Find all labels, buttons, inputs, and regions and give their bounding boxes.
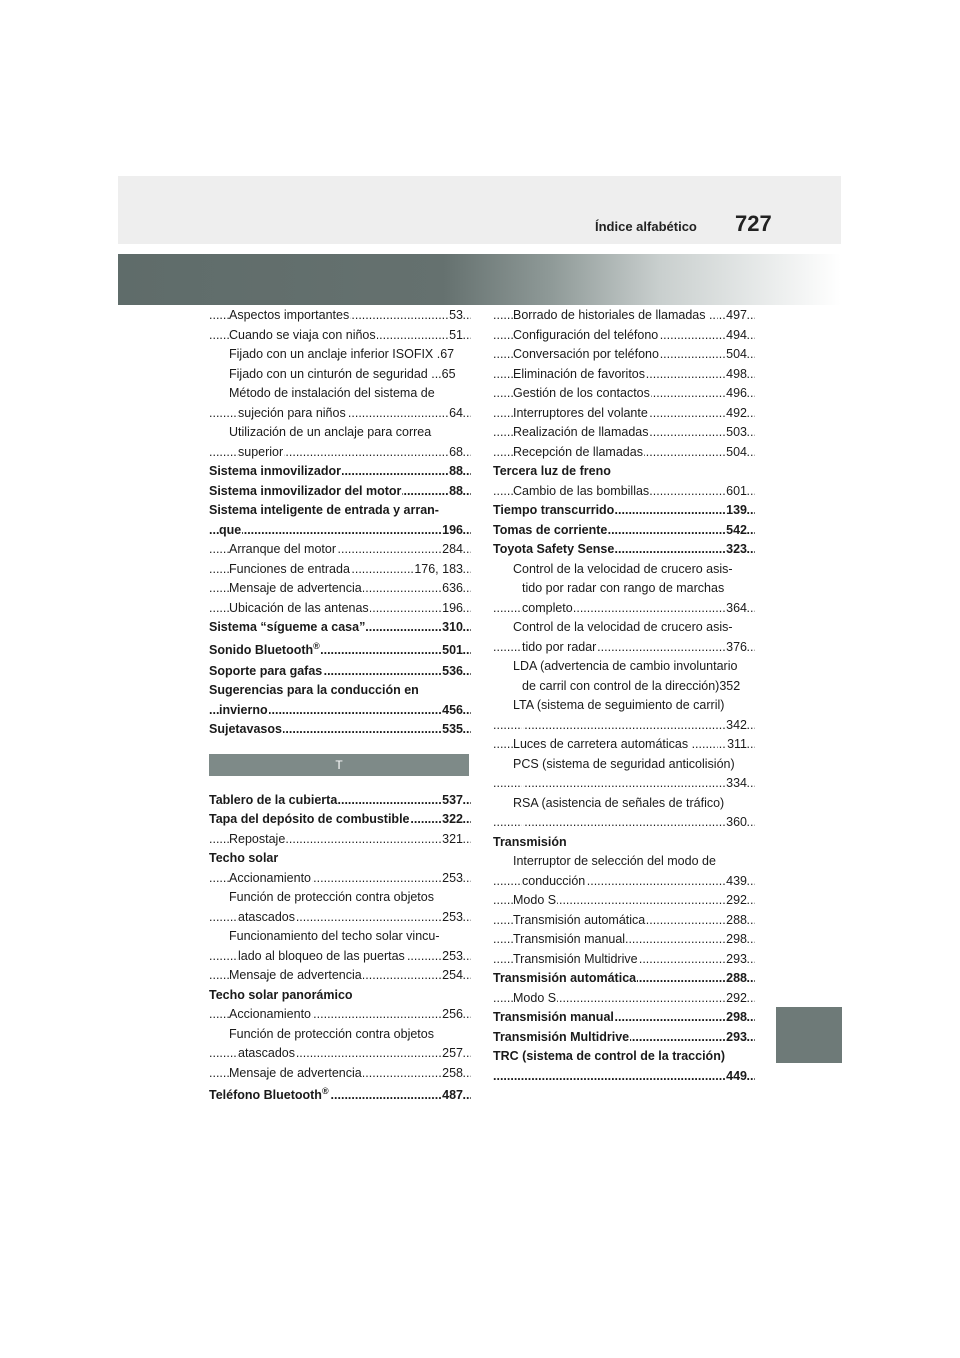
index-entry xyxy=(493,599,755,619)
index-entry-text xyxy=(522,718,523,732)
index-entry-page: 139 xyxy=(725,501,747,521)
index-entry-page: 535 xyxy=(441,720,463,740)
index-entry-text: Aspectos importantes xyxy=(229,308,350,322)
index-entry-text: Accionamiento xyxy=(229,870,311,885)
index-entry-page: 322 xyxy=(441,810,463,830)
index-entry xyxy=(209,986,471,1006)
index-entry-page: 51 xyxy=(448,326,463,346)
index-entry-text: Función de protección contra objetos xyxy=(229,1026,434,1041)
index-entry-text: Sujetavasos xyxy=(209,722,282,736)
index-entry-text: Control de la velocidad de crucero asis- xyxy=(513,620,733,634)
index-entry-page: 498 xyxy=(725,365,747,385)
index-entry-text xyxy=(522,815,523,829)
index-entry xyxy=(209,681,471,701)
index-entry-text: Arranque del motor xyxy=(229,542,337,556)
index-entry xyxy=(209,599,471,619)
index-entry-text: Cambio de las bombillas xyxy=(513,483,650,498)
index-entry xyxy=(209,1064,471,1084)
index-entry-page: 298 xyxy=(725,1008,747,1028)
index-entry xyxy=(493,521,755,541)
header-band xyxy=(118,176,841,244)
index-entry-text: Conversación por teléfono xyxy=(513,347,659,361)
index-column-left xyxy=(209,306,471,1107)
index-entry-page: 323 xyxy=(725,540,747,560)
index-entry-text: Transmisión Multidrive xyxy=(493,1029,630,1044)
index-entry xyxy=(209,810,471,830)
index-entry-text: superior xyxy=(238,444,284,459)
index-entry xyxy=(493,833,755,853)
index-entry-page: 68 xyxy=(448,443,463,463)
index-entry-page: 64 xyxy=(448,404,463,424)
index-entry xyxy=(493,716,755,736)
index-entry-text: Configuración del teléfono xyxy=(513,327,659,342)
index-entry-text: Funciones de entrada xyxy=(229,561,350,576)
index-entry-text: sujeción para niños xyxy=(238,405,346,420)
index-entry-page: 504 xyxy=(725,443,747,463)
index-entry xyxy=(493,794,755,814)
index-entry-page: 364 xyxy=(725,599,747,619)
index-entry-text: Modo S xyxy=(513,990,557,1005)
index-entry-page: 257 xyxy=(441,1044,463,1064)
index-entry xyxy=(493,813,755,833)
index-entry xyxy=(493,1047,755,1067)
index-entry-text: Interruptor de selección del modo de xyxy=(513,854,716,868)
index-entry xyxy=(209,365,471,385)
index-entry xyxy=(493,306,755,326)
index-entry xyxy=(493,501,755,521)
index-entry-text: Tapa del depósito de combustible xyxy=(209,812,410,826)
index-entry-text: Transmisión manual xyxy=(493,1010,614,1024)
page-number: 727 xyxy=(735,211,772,236)
index-entry-text: Utilización de un anclaje para correa xyxy=(229,425,432,439)
index-entry-page: 494 xyxy=(725,326,747,346)
index-entry xyxy=(493,950,755,970)
index-list-s xyxy=(209,306,471,740)
index-entry xyxy=(209,869,471,889)
index-entry xyxy=(209,579,471,599)
index-entry-page: 456 xyxy=(441,701,463,721)
index-entry-text: Transmisión xyxy=(493,834,567,849)
index-entry xyxy=(209,482,471,502)
index-entry xyxy=(493,735,755,755)
index-entry-text: Borrado de historiales de llamadas .. xyxy=(513,308,716,322)
index-entry-page: 311 xyxy=(726,735,747,755)
index-entry-text: Sistema inmovilizador del motor xyxy=(209,483,402,498)
index-entry-page: 298 xyxy=(725,930,747,950)
index-entry-page: 497 xyxy=(725,306,747,326)
index-entry-page: 601 xyxy=(725,482,747,502)
index-entry-text: LTA (sistema de seguimiento de carril) xyxy=(513,698,725,712)
index-entry xyxy=(209,1025,471,1045)
index-entry xyxy=(493,443,755,463)
index-entry-page: 253 xyxy=(441,869,463,889)
index-entry-text: Funcionamiento del techo solar vincu- xyxy=(229,929,440,943)
index-entry xyxy=(209,1005,471,1025)
index-entry xyxy=(209,540,471,560)
index-entry xyxy=(209,560,471,580)
index-entry-page: 176, 183 xyxy=(413,560,463,580)
index-entry xyxy=(209,423,471,443)
index-entry-text: Fijado con un anclaje inferior ISOFIX .67 xyxy=(229,347,455,361)
index-entry-text: atascados xyxy=(238,1046,295,1060)
index-entry-page: 501 xyxy=(441,638,463,662)
index-entry-text: Transmisión Multidrive xyxy=(513,951,638,966)
index-entry-page: 504 xyxy=(725,345,747,365)
index-entry-text: completo xyxy=(522,600,573,615)
index-entry xyxy=(209,908,471,928)
index-entry-text: Recepción de llamadas xyxy=(513,444,643,459)
index-entry-text: Mensaje de advertencia xyxy=(229,581,362,595)
index-entry-text: Sistema “sígueme a casa” xyxy=(209,620,366,634)
index-entry xyxy=(493,579,755,599)
index-entry xyxy=(209,701,471,721)
index-entry xyxy=(493,852,755,872)
index-entry-text: Toyota Safety Sense xyxy=(493,542,615,556)
index-entry-page: 288 xyxy=(725,911,747,931)
index-entry-text: Teléfono Bluetooth® xyxy=(209,1085,329,1102)
index-entry xyxy=(493,657,755,677)
index-entry xyxy=(493,423,755,443)
index-entry-text: conducción xyxy=(522,873,586,888)
index-entry xyxy=(209,443,471,463)
index-entry-text: Luces de carretera automáticas ....... xyxy=(513,737,716,751)
index-entry-text: Sugerencias para la conducción en xyxy=(209,683,419,697)
registered-mark: ® xyxy=(313,640,320,651)
index-entry-text: Accionamiento xyxy=(229,1007,311,1021)
index-entry xyxy=(493,1028,755,1048)
index-entry xyxy=(209,326,471,346)
index-entry-text: PCS (sistema de seguridad anticolisión) xyxy=(513,756,735,771)
index-entry xyxy=(209,1044,471,1064)
index-entry-page: 88 xyxy=(448,482,463,502)
index-entry-page: 292 xyxy=(725,891,747,911)
index-entry-page: 256 xyxy=(441,1005,463,1025)
index-entry-text: tido por radar con rango de marchas xyxy=(522,581,725,595)
index-entry-page: 334 xyxy=(725,774,747,794)
index-entry xyxy=(209,927,471,947)
index-entry xyxy=(493,638,755,658)
index-entry xyxy=(209,1083,471,1107)
index-entry-page: 537 xyxy=(441,791,463,811)
index-entry-page: 292 xyxy=(725,989,747,1009)
thumb-index-tab xyxy=(776,1007,842,1063)
section-letter-header: T xyxy=(209,754,469,776)
index-entry xyxy=(493,930,755,950)
index-entry-page: 310 xyxy=(441,618,463,638)
index-list-t-continued xyxy=(493,306,755,1086)
index-entry-page: 342 xyxy=(725,716,747,736)
index-entry-text: Control de la velocidad de crucero asis- xyxy=(513,561,733,576)
index-entry-text: Fijado con un cinturón de seguridad ...65 xyxy=(229,366,456,381)
index-entry-page: 253 xyxy=(441,947,463,967)
index-entry-text: Transmisión automática xyxy=(513,912,646,927)
index-entry xyxy=(209,384,471,404)
index-entry-text: Gestión de los contactos xyxy=(513,386,650,400)
index-entry-text: atascados xyxy=(238,909,295,924)
index-entry-page: 376 xyxy=(725,638,747,658)
index-entry xyxy=(493,1008,755,1028)
index-entry-text: Transmisión automática xyxy=(493,971,637,985)
index-entry-text: Realización de llamadas xyxy=(513,425,649,439)
index-entry xyxy=(493,1067,755,1087)
index-entry-text: Sistema inmovilizador xyxy=(209,464,341,478)
index-entry-text: Modo S xyxy=(513,893,557,907)
index-entry-text: Mensaje de advertencia xyxy=(229,968,362,982)
index-entry xyxy=(209,638,471,662)
index-entry xyxy=(493,404,755,424)
index-entry-text xyxy=(522,776,523,790)
index-entry xyxy=(493,891,755,911)
index-entry-text: TRC (sistema de control de la tracción) xyxy=(493,1049,725,1063)
index-entry xyxy=(209,345,471,365)
index-entry-page: 88 xyxy=(448,462,463,482)
index-entry-page: 536 xyxy=(441,662,463,682)
index-entry xyxy=(493,911,755,931)
index-entry-page: 636 xyxy=(441,579,463,599)
index-entry xyxy=(493,365,755,385)
index-entry-page: 253 xyxy=(441,908,463,928)
index-entry-text: Repostaje xyxy=(229,831,286,846)
index-entry-text xyxy=(503,1069,504,1083)
index-entry-page: 258 xyxy=(441,1064,463,1084)
index-entry-text: Eliminación de favoritos xyxy=(513,366,646,381)
index-entry-page: 254 xyxy=(441,966,463,986)
index-entry-text: que xyxy=(219,522,242,537)
index-entry-page: 492 xyxy=(725,404,747,424)
index-entry xyxy=(493,345,755,365)
index-entry xyxy=(209,662,471,682)
index-entry-page: 496 xyxy=(725,384,747,404)
index-entry-page: 439 xyxy=(725,872,747,892)
index-entry-page: 293 xyxy=(725,950,747,970)
index-entry-text: invierno xyxy=(219,702,268,717)
index-entry xyxy=(493,696,755,716)
index-entry xyxy=(493,989,755,1009)
index-entry xyxy=(209,462,471,482)
index-entry xyxy=(209,830,471,850)
index-entry-text: Método de instalación del sistema de xyxy=(229,386,435,400)
index-entry xyxy=(493,482,755,502)
index-entry-text: Sistema inteligente de entrada y arran- xyxy=(209,503,439,517)
index-entry-text: lado al bloqueo de las puertas xyxy=(238,948,405,963)
index-entry-text: Transmisión manual xyxy=(513,932,626,946)
index-entry xyxy=(493,384,755,404)
index-entry-page: 196 xyxy=(441,599,463,619)
index-entry-text: Soporte para gafas xyxy=(209,663,323,678)
index-entry-page: 542 xyxy=(725,521,747,541)
index-entry-page: 288 xyxy=(725,969,747,989)
index-entry xyxy=(493,462,755,482)
index-entry xyxy=(493,677,755,697)
index-entry-text: RSA (asistencia de señales de tráfico) xyxy=(513,795,725,810)
index-entry-text: Techo solar panorámico xyxy=(209,987,353,1002)
index-entry-text: Función de protección contra objetos xyxy=(229,890,434,904)
index-list-t xyxy=(209,791,471,1108)
index-entry-page: 449 xyxy=(725,1067,747,1087)
index-entry-text: Tablero de la cubierta xyxy=(209,792,338,807)
index-entry xyxy=(493,540,755,560)
index-entry-page: 321 xyxy=(441,830,463,850)
index-entry-text: Sonido Bluetooth® xyxy=(209,640,320,657)
index-entry-text: Cuando se viaja con niños xyxy=(229,327,376,342)
index-entry-page: 196 xyxy=(441,521,463,541)
index-entry-text: de carril con control de la dirección)352 xyxy=(522,678,741,693)
registered-mark: ® xyxy=(321,1085,329,1096)
index-entry-text: Tiempo transcurrido xyxy=(493,503,615,517)
index-entry xyxy=(493,774,755,794)
section-title: Índice alfabético xyxy=(595,219,697,234)
index-entry-page: 53 xyxy=(448,306,463,326)
index-entry xyxy=(493,969,755,989)
index-entry-page: 487 xyxy=(441,1083,463,1107)
index-entry xyxy=(209,791,471,811)
index-entry-text: Mensaje de advertencia xyxy=(229,1065,362,1080)
index-entry xyxy=(209,306,471,326)
index-entry xyxy=(493,326,755,346)
index-entry-text: Techo solar xyxy=(209,851,279,865)
index-entry xyxy=(209,404,471,424)
index-entry xyxy=(209,947,471,967)
index-entry-text: Interruptores del volante xyxy=(513,405,648,420)
index-entry xyxy=(209,618,471,638)
index-entry-page: 360 xyxy=(725,813,747,833)
index-column-right xyxy=(493,306,755,1086)
index-entry xyxy=(209,501,471,521)
index-entry-text: LDA (advertencia de cambio involuntario xyxy=(513,659,738,673)
index-entry xyxy=(209,849,471,869)
index-entry xyxy=(209,966,471,986)
index-entry xyxy=(209,888,471,908)
index-entry xyxy=(209,521,471,541)
index-entry xyxy=(493,755,755,775)
index-entry-text: Tomas de corriente xyxy=(493,522,608,537)
index-entry-text: Ubicación de las antenas xyxy=(229,600,369,615)
index-entry xyxy=(209,720,471,740)
index-entry xyxy=(493,560,755,580)
index-entry-page: 284 xyxy=(441,540,463,560)
index-entry xyxy=(493,872,755,892)
index-entry-text: tido por radar xyxy=(522,639,597,654)
index-entry-text: Tercera luz de freno xyxy=(493,464,611,478)
index-entry-page: 293 xyxy=(725,1028,747,1048)
decorative-bar xyxy=(118,254,841,305)
index-entry xyxy=(493,618,755,638)
index-entry-page: 503 xyxy=(725,423,747,443)
